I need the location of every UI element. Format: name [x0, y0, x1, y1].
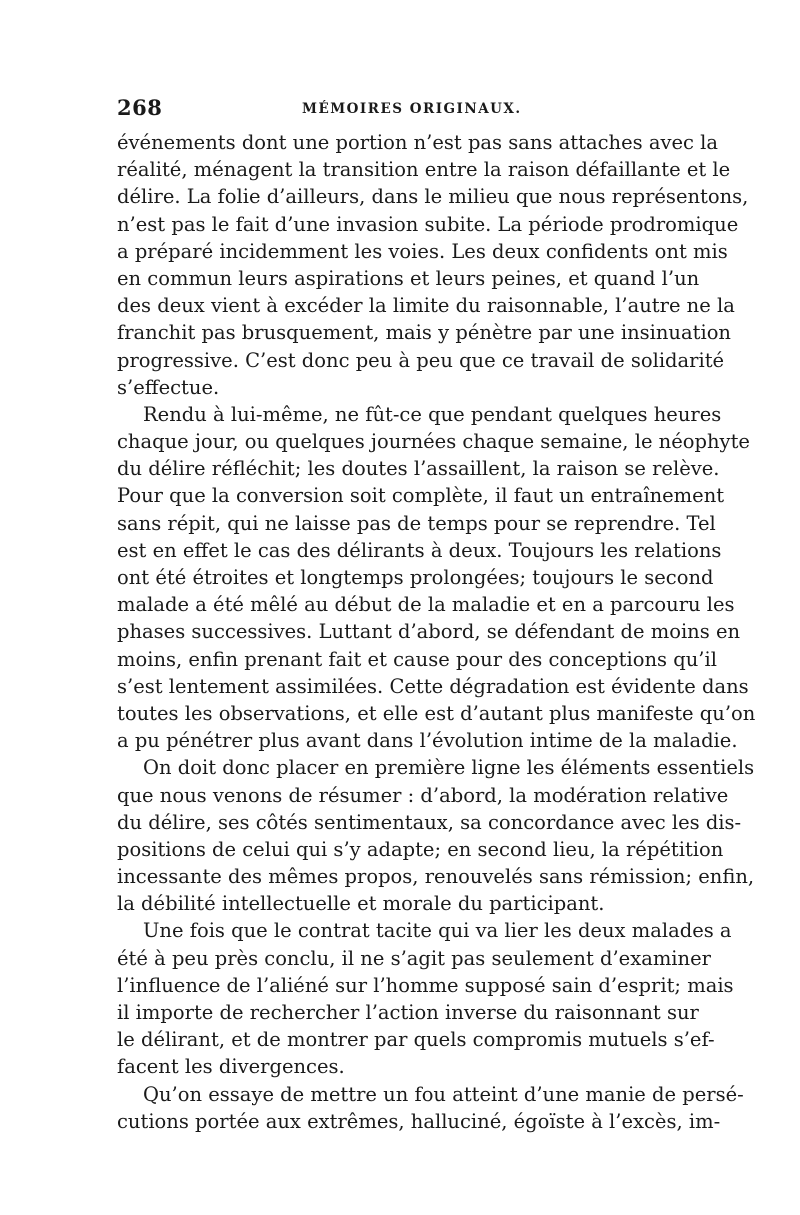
text-line: facent les divergences.: [117, 1055, 345, 1079]
text-line: s’effectue.: [117, 375, 220, 399]
text-line: a pu pénétrer plus avant dans l’évolution intime de la maladie.: [117, 729, 738, 753]
paragraph-start-line: Rendu à lui-même, ne fût-ce que pendant quelques heures: [143, 402, 722, 426]
text-line: en commun leurs aspirations et leurs peines, et quand l’un: [117, 266, 700, 290]
paragraph-start-line: Qu’on essaye de mettre un fou atteint d’une manie de persé-: [143, 1082, 744, 1106]
page-header: [117, 96, 683, 120]
text-line: le délirant, et de montrer par quels compromis mutuels s’ef-: [117, 1028, 715, 1052]
text-line: du délire réfléchit; les doutes l’assaillent, la raison se relève.: [117, 457, 720, 481]
text-line: a préparé incidemment les voies. Les deux confidents ont mis: [117, 239, 728, 263]
paragraph-start-line: On doit donc placer en première ligne les éléments essentiels: [143, 756, 755, 780]
text-line: franchit pas brusquement, mais y pénètre par une insinuation: [117, 321, 731, 345]
paragraph-start-line: Une fois que le contrat tacite qui va lier les deux malades a: [143, 919, 732, 943]
text-line: n’est pas le fait d’une invasion subite. La période prodromique: [117, 212, 739, 236]
text-line: il importe de rechercher l’action inverse du raisonnant sur: [117, 1001, 699, 1024]
text-line: des deux vient à excéder la limite du raisonnable, l’autre ne la: [117, 294, 735, 318]
text-line: positions de celui qui s’y adapte; en second lieu, la répétition: [117, 837, 724, 861]
text-line: sans répit, qui ne laisse pas de temps pour se reprendre. Tel: [117, 511, 716, 535]
text-line: cutions portée aux extrêmes, halluciné, égoïste à l’excès, im-: [117, 1109, 721, 1133]
text-line: malade a été mêlé au début de la maladie et en a parcouru les: [117, 593, 735, 617]
text-line: l’influence de l’aliéné sur l’homme supposé sain d’esprit; mais: [117, 973, 734, 997]
text-line: Pour que la conversion soit complète, il faut un entraînement: [117, 484, 725, 508]
text-line: phases successives. Luttant d’abord, se défendant de moins en: [117, 620, 741, 644]
text-line: chaque jour, ou quelques journées chaque semaine, le néophyte: [117, 430, 750, 454]
text-line: toutes les observations, et elle est d’autant plus manifeste qu’on: [117, 701, 756, 725]
page-number: 268: [117, 95, 163, 120]
text-line: été à peu près conclu, il ne s’agit pas seulement d’examiner: [117, 946, 711, 970]
text-line: délire. La folie d’ailleurs, dans le milieu que nous représentons,: [117, 185, 749, 209]
text-line: incessante des mêmes propos, renouvelés sans rémission; enfin,: [117, 865, 755, 889]
text-line: réalité, ménagent la transition entre la raison défaillante et le: [117, 158, 731, 182]
text-line: est en effet le cas des délirants à deux. Toujours les relations: [117, 538, 722, 562]
running-head: MÉMOIRES ORIGINAUX.: [302, 101, 522, 117]
text-line: du délire, ses côtés sentimentaux, sa concordance avec les dis-: [117, 810, 742, 834]
text-line: événements dont une portion n’est pas sans attaches avec la: [117, 131, 718, 154]
text-line: moins, enfin prenant fait et cause pour des conceptions qu’il: [117, 647, 717, 671]
text-line: que nous venons de résumer : d’abord, la modération relative: [117, 783, 729, 807]
text-line: s’est lentement assimilées. Cette dégradation est évidente dans: [117, 674, 749, 698]
text-line: la débilité intellectuelle et morale du participant.: [117, 892, 605, 916]
body-text: [117, 129, 756, 1135]
text-line: ont été étroites et longtemps prolongées; toujours le second: [117, 566, 714, 589]
text-line: progressive. C’est donc peu à peu que ce travail de solidarité: [117, 348, 725, 372]
